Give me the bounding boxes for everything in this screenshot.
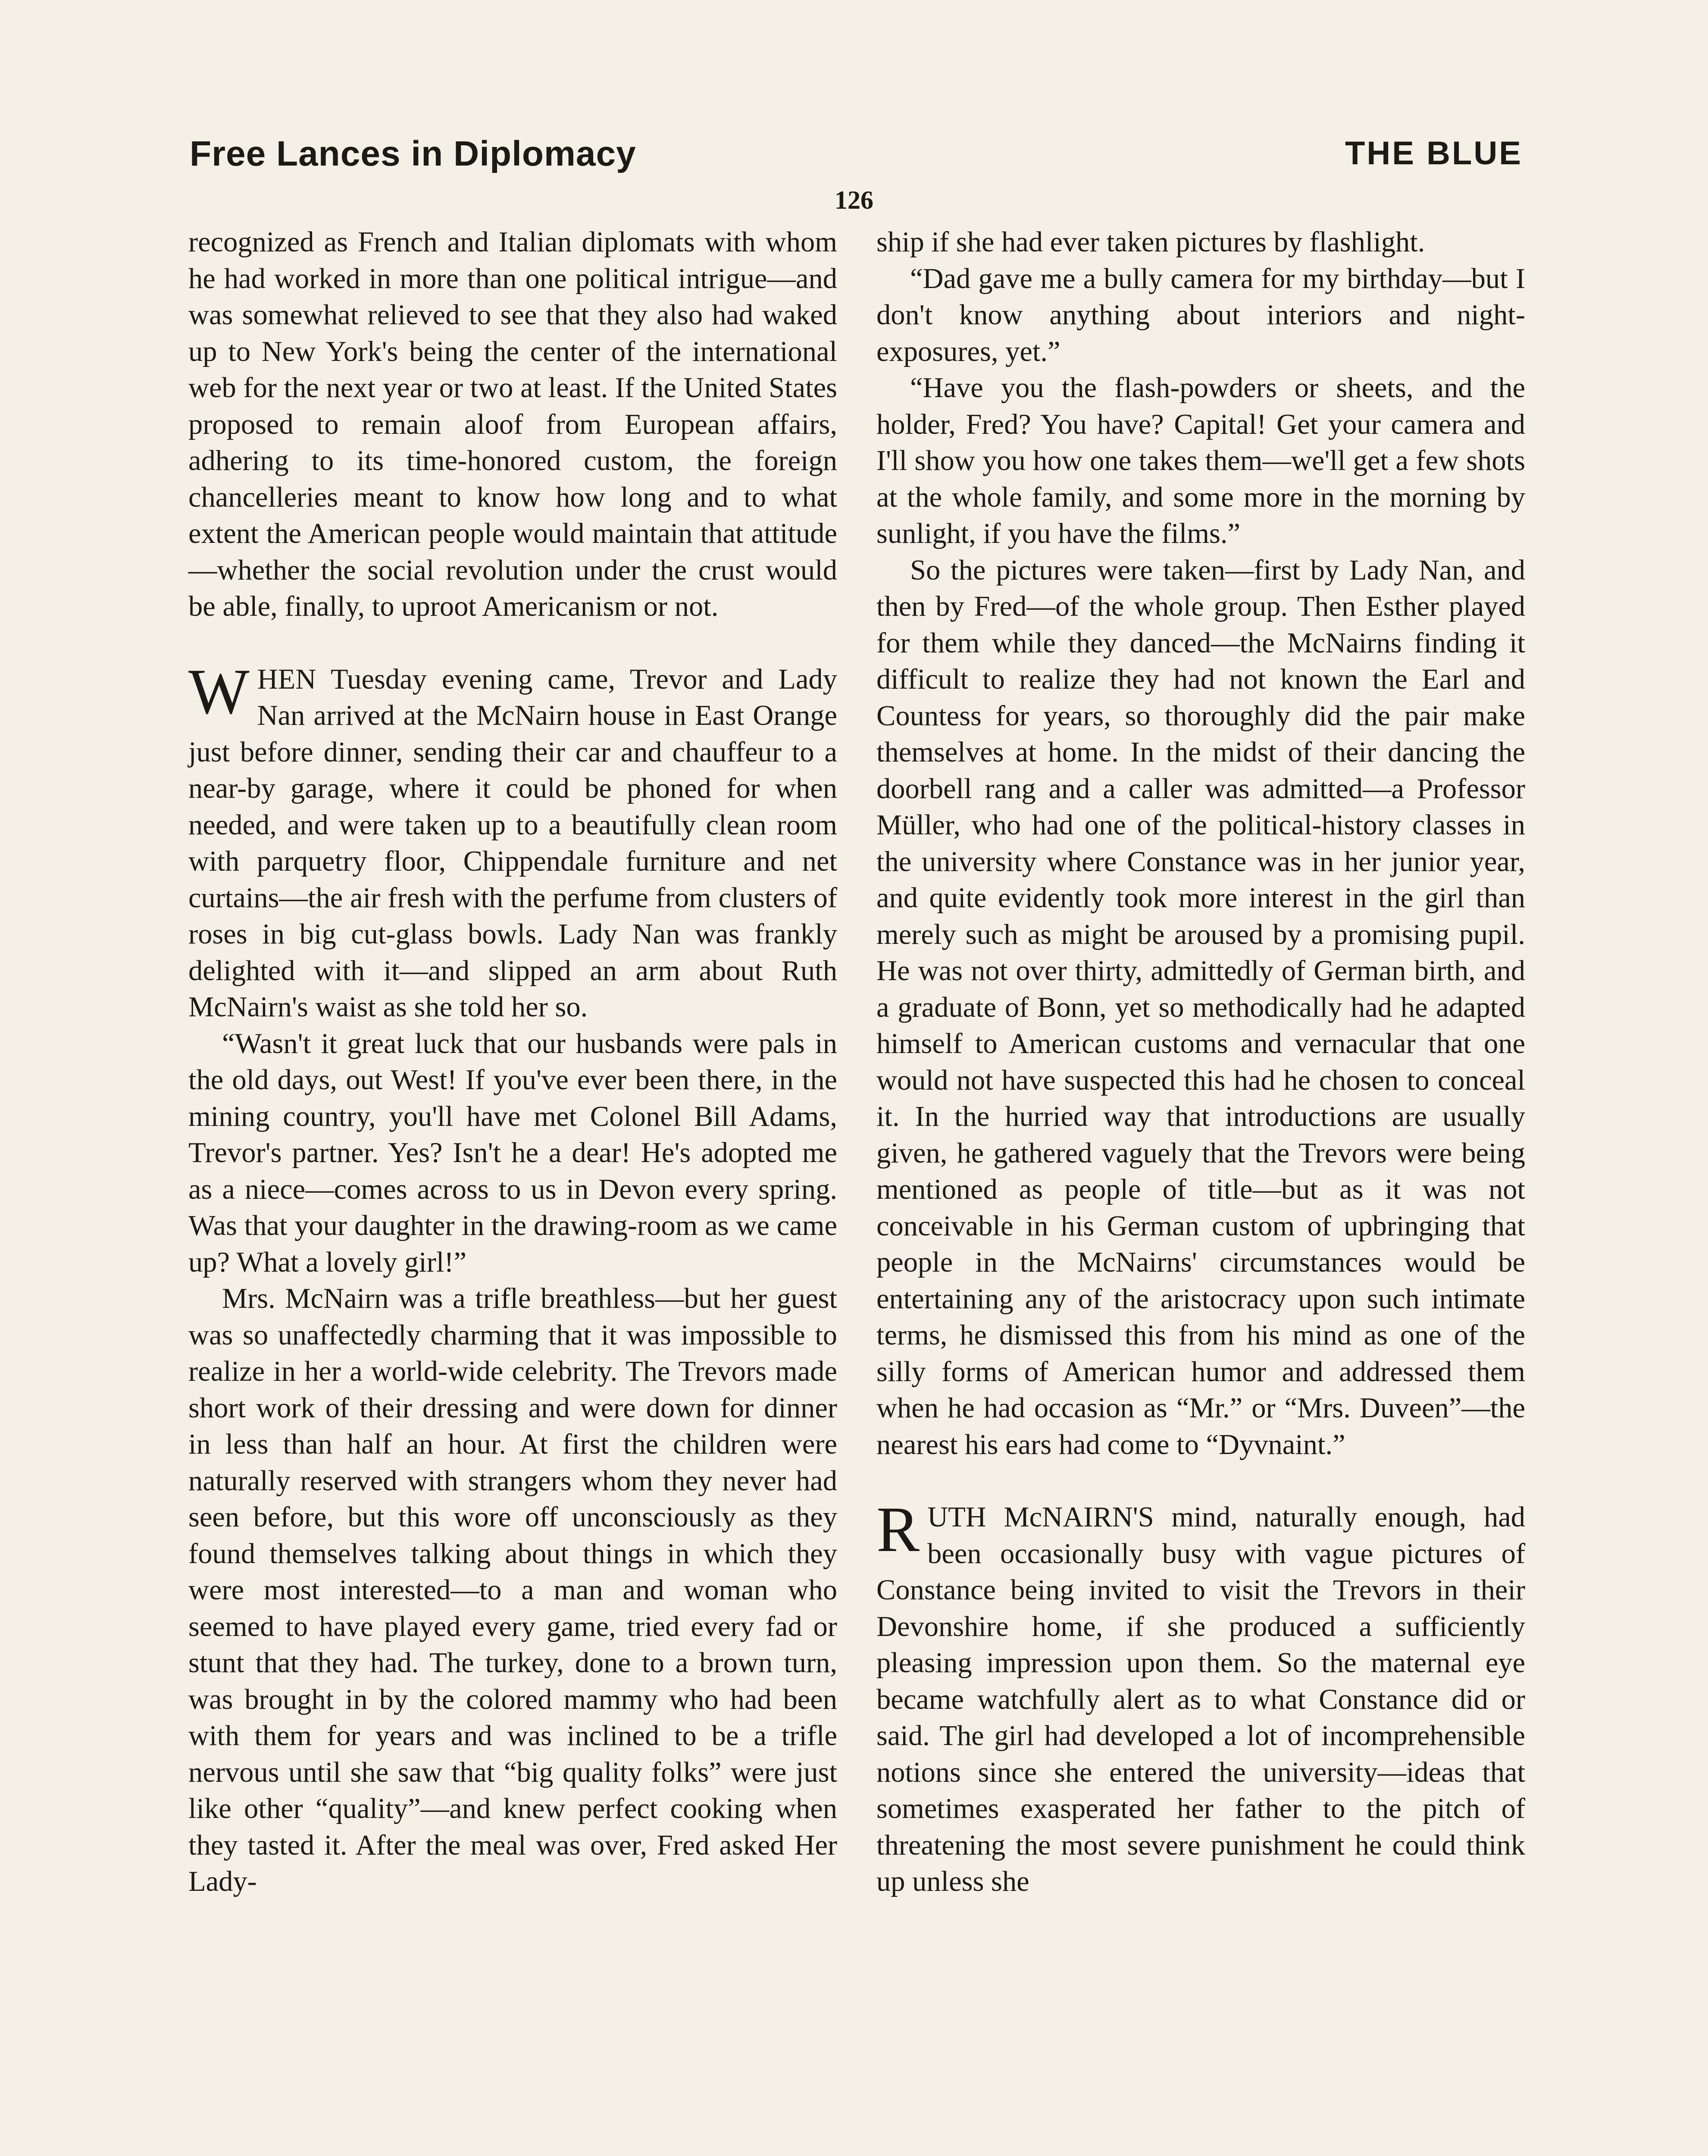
paragraph: So the pictures were taken—first by Lady Nan, and then by Fred—of the whole group. Then Esther played for them while they danced—the McNairns finding it difficult to realize they had not known the Earl and Countess for years, so thoroughly did the pair make themselves at home. In the midst of their dancing the doorbell rang and a caller was admitted—a Professor Müller, who had one of the political-history classes in the university where Constance was in her junior year, and quite evidently took more interest in the girl than merely such as might be aroused by a promising pupil. He was not over thirty, admittedly of German birth, and a graduate of Bonn, yet so methodically had he adapted himself to American customs and vernacular that one would not have suspected this had he chosen to conceal it. In the hurried way that introductions are usually given, he gathered vaguely that the Trevors were being mentioned as people of title—but as it was not conceivable in his German custom of upbringing that people in the McNairns' circumstances would be entertaining any of the aristocracy upon such intimate terms, he dismissed this from his mind as one of the silly forms of American humor and addressed them when he had occasion as “Mr.” or “Mrs. Duveen”—the nearest his ears had come to “Dyvnaint.” [876, 554, 1525, 1460]
drop-cap: W [188, 655, 250, 727]
paragraph-with-drop-cap [188, 655, 837, 1026]
paragraph-with-drop-cap [876, 1494, 1525, 1900]
running-header [190, 129, 1523, 190]
paragraph: “Have you the flash-powders or sheets, and the holder, Fred? You have? Capital! Get your camera and I'll show you how one takes them—we'll get a few shots at the whole family, and some more in the morning by sunlight, if you have the films.” [876, 372, 1525, 549]
paragraph-text: HEN Tuesday evening came, Trevor and Lady Nan arrived at the McNairn house in East Orange just before dinner, sending their car and chauffeur to a near-by garage, where it could be phoned for when needed, and were taken up to a beautifully clean room with parquetry floor, Chippendale furniture and net curtains—the air fresh with the perfume from clusters of roses in big cut-glass bowls. Lady Nan was frankly delighted with it—and slipped an arm about Ruth McNairn's waist as she told her so. [188, 663, 837, 1023]
paragraph: recognized as French and Italian diplomats with whom he had worked in more than one political intrigue—and was somewhat relieved to see that they also had waked up to New York's being the center of the international web for the next year or two at least. If the United States proposed to remain aloof from European affairs, adhering to its time-honored custom, the foreign chancelleries meant to know how long and to what extent the American people would maintain that attitude—whether the social revolution under the crust would be able, finally, to uproot Americanism or not. [188, 226, 837, 622]
paragraph: ship if she had ever taken pictures by flashlight. [876, 226, 1425, 258]
paragraph: “Wasn't it great luck that our husbands were pals in the old days, out West! If you've ever been there, in the mining country, you'll have met Colonel Bill Adams, Trevor's partner. Yes? Isn't he a dear! He's adopted me as a niece—comes across to us in Devon every spring. Was that your daughter in the drawing-room as we came up? What a lovely girl!” [188, 1028, 837, 1278]
paragraph: Mrs. McNairn was a trifle breathless—but her guest was so unaffectedly charming that it was impossible to realize in her a world-wide celebrity. The Trevors made short work of their dressing and were down for dinner in less than half an hour. At first the children were naturally reserved with strangers whom they never had seen before, but this wore off unconsciously as they found themselves talking about things in which they were most interested—to a man and woman who seemed to have played every game, tried every fad or stunt that they had. The turkey, done to a brown turn, was brought in by the colored mammy who had been with them for years and was inclined to be a trifle nervous until she saw that “big quality folks” were just like other “quality”—and knew perfect cooking when they tasted it. After the meal was over, Fred asked Her Lady- [188, 1283, 837, 1897]
left-column [188, 224, 837, 1900]
page-number: 126 [835, 186, 873, 214]
paragraph-text: UTH McNAIRN'S mind, naturally enough, had been occasionally busy with vague pictures of Constance being invited to visit the Trevors in their Devonshire home, if she produced a sufficiently pleasing impression upon them. So the maternal eye became watchfully alert as to what Constance did or said. The girl had developed a lot of incomprehensible notions since she entered the university—ideas that sometimes exasperated her father to the pitch of threatening the most severe punishment he could think up unless she [876, 1501, 1525, 1897]
paragraph: “Dad gave me a bully camera for my birthday—but I don't know anything about interiors and night-exposures, yet.” [876, 263, 1525, 367]
drop-cap: R [876, 1494, 920, 1565]
right-column [876, 224, 1525, 1900]
story-title: Free Lances in Diplomacy [190, 134, 636, 173]
magazine-name: THE BLUE [1345, 135, 1523, 172]
